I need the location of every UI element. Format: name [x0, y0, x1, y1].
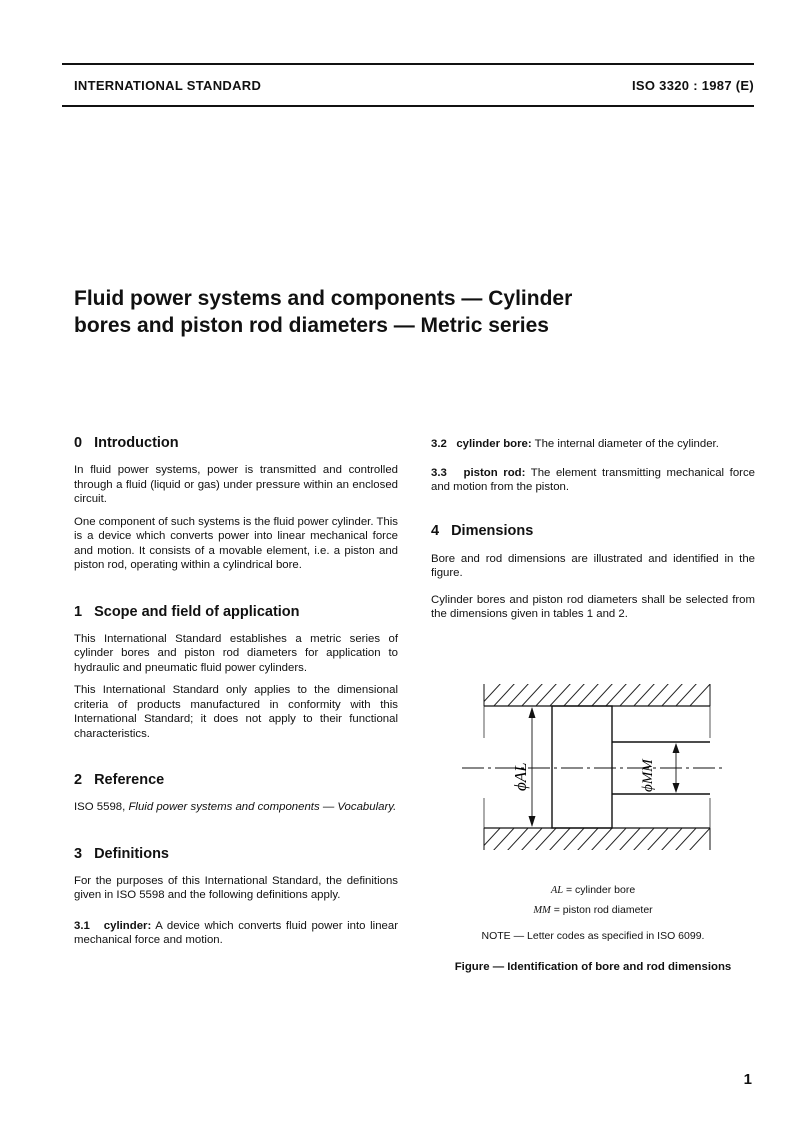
cylinder-dimension-figure	[458, 678, 728, 858]
document-title	[74, 285, 714, 339]
legend-bore: AL = cylinder bore	[550, 884, 636, 896]
piston	[552, 706, 612, 828]
top-rule	[62, 63, 754, 65]
definition-piston-rod: 3.3 piston rod: The element transmitting mechanical force and motion from the piston.	[431, 466, 755, 493]
right-column	[431, 434, 755, 622]
scope-paragraph-2: This International Standard only applies to the dimensional criteria of products manufactured in conformity with this International Standard; it does not apply to their functional characteristics.	[74, 684, 398, 740]
section-heading-reference: 2 Reference	[74, 772, 165, 788]
section-heading-introduction: 0 Introduction	[74, 435, 179, 451]
dimensions-paragraph-2: Cylinder bores and piston rod diameters shall be selected from the dimensions given in tables 1 and 2.	[431, 593, 755, 620]
introduction-paragraph-2: One component of such systems is the fluid power cylinder. This is a device which converts power into linear mechanical force and motion. It consists of a movable element, i.e. a piston and piston rod, operating within a cylindrical bore.	[74, 515, 398, 571]
header-standard-type: INTERNATIONAL STANDARD	[74, 78, 262, 93]
rod-dimension-label: ϕMM	[640, 759, 656, 792]
cylinder-bottom-wall	[478, 826, 712, 852]
introduction-paragraph-1: In fluid power systems, power is transmitted and controlled through a fluid (liquid or gas) under pressure within an enclosed circuit.	[74, 464, 398, 505]
header-standard-number: ISO 3320 : 1987 (E)	[631, 78, 754, 93]
section-heading-dimensions: 4 Dimensions	[431, 522, 534, 539]
section-heading-scope: 1 Scope and field of application	[74, 603, 300, 620]
figure-note: NOTE — Letter codes as specified in ISO 6099.	[481, 930, 705, 942]
reference-title: Fluid power systems and components — Vocabulary.	[128, 801, 397, 813]
scope-paragraph-1: This International Standard establishes a metric series of cylinder bores and piston rod diameters for application to hydraulic and pneumatic fluid power cylinders.	[74, 632, 398, 674]
legend-rod: MM = piston rod diameter	[533, 904, 653, 916]
dimensions-paragraph-1: Bore and rod dimensions are illustrated and identified in the figure.	[431, 552, 755, 579]
definitions-paragraph: For the purposes of this International Standard, the definitions given in ISO 5598 and the following definitions apply.	[74, 874, 398, 901]
bore-dimension-label: ϕAL	[511, 762, 530, 791]
title-line-1: Fluid power systems and components — Cylinder	[74, 287, 573, 310]
page-number: 1	[743, 1071, 752, 1088]
reference-paragraph: ISO 5598, Fluid power systems and components — Vocabulary.	[74, 801, 397, 813]
section-heading-definitions: 3 Definitions	[74, 845, 169, 862]
definition-cylinder-bore: 3.2 cylinder bore: The internal diameter of the cylinder.	[431, 438, 719, 450]
left-column	[74, 434, 398, 948]
definition-cylinder: 3.1 cylinder: A device which converts fluid power into linear mechanical force and motion.	[74, 919, 398, 946]
cylinder-top-wall	[478, 682, 712, 708]
header-rule	[62, 105, 754, 107]
title-line-2: bores and piston rod diameters — Metric series	[74, 314, 549, 337]
figure-caption: Figure — Identification of bore and rod dimensions	[454, 961, 732, 973]
